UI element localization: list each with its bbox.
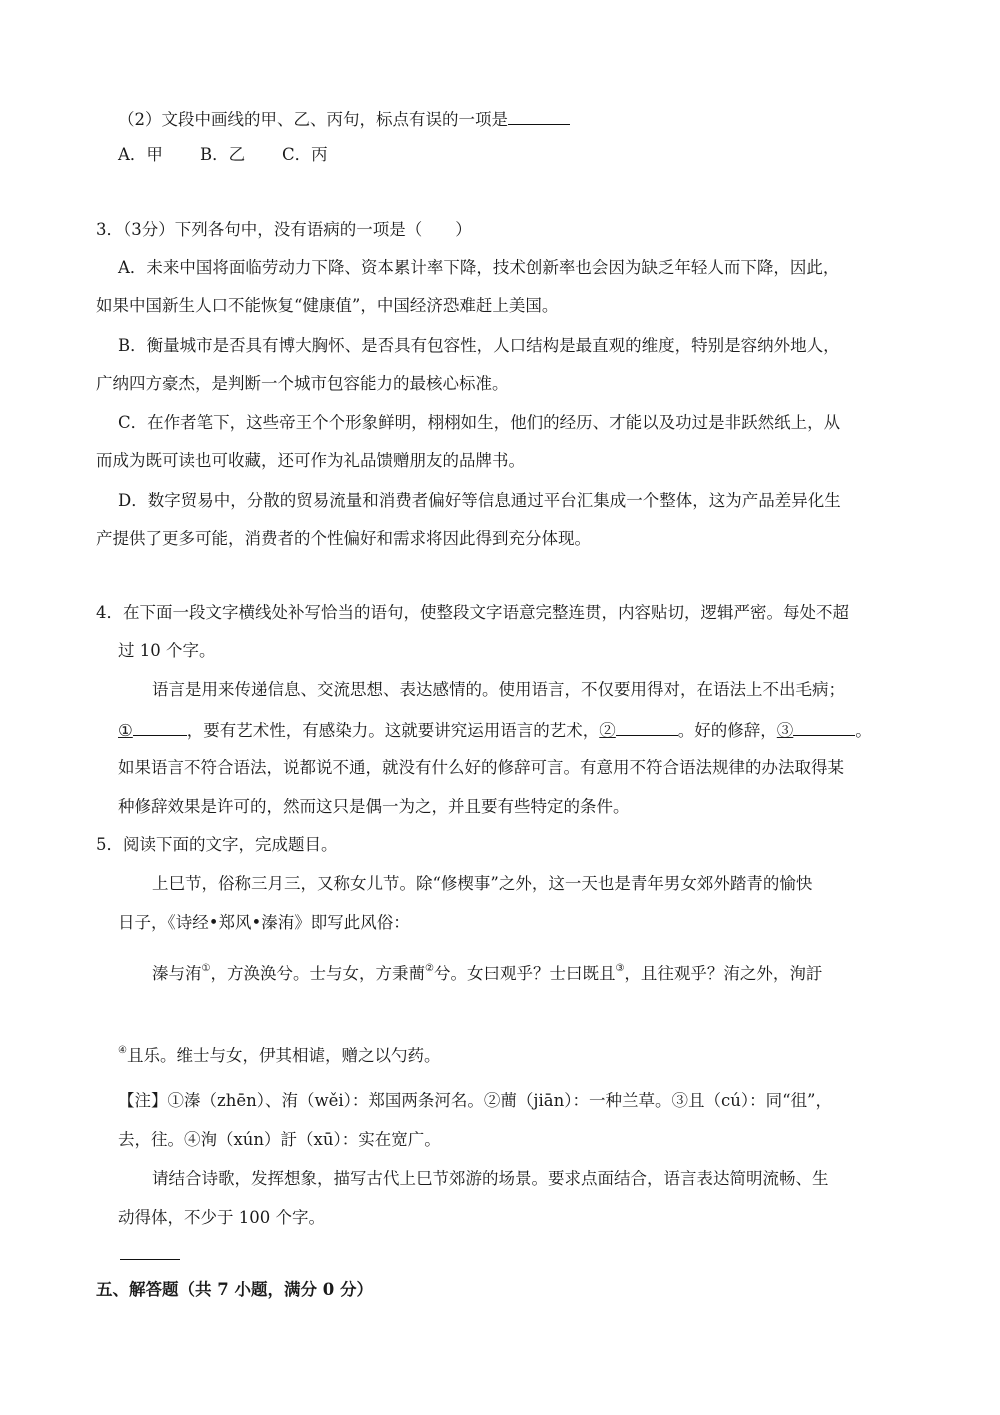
q3-option-b-line2: 广纳四方豪杰，是判断一个城市包容能力的最核心标准。: [96, 374, 509, 393]
q2-sub-options: [118, 143, 328, 167]
q4-para-line2-text-b: 。好的修辞，: [677, 721, 777, 740]
q4-stem-line2: 过 10 个字。: [118, 641, 216, 660]
q5-note-line1: 【注】①溱（zhēn）、洧（wěi）：郑国两条河名。②蕳（jiān）：一种兰草。③且（cú）：同“徂”，: [118, 1091, 832, 1110]
poem-seg-4: ，且往观乎？洧之外，洵訏: [624, 964, 823, 983]
q5-stem: 5．阅读下面的文字，完成题目。: [96, 835, 338, 854]
q5-intro-line2: 日子，《诗经•郑风•溱洧》即写此风俗：: [118, 913, 410, 932]
q2-sub-stem-line: [118, 106, 570, 132]
poem-seg-3: 兮。女曰观乎？士曰既且: [433, 964, 616, 983]
q5-task-line1: 请结合诗歌，发挥想象，描写古代上巳节郊游的场景。要求点面结合，语言表达简明流畅、生: [152, 1169, 829, 1188]
q4-para-line4: 种修辞效果是许可的，然而这只是偶一为之，并且要有些特定的条件。: [118, 797, 630, 816]
option-b: B．乙: [200, 145, 246, 164]
q3-option-d-line2: 产提供了更多可能，消费者的个性偏好和需求将因此得到充分体现。: [96, 529, 591, 548]
q4-para-line1: 语言是用来传递信息、交流思想、表达感情的。使用语言，不仅要用得对，在语法上不出毛病；: [152, 680, 845, 699]
blank-marker-2: ②: [599, 721, 616, 740]
section-5-heading: 五、解答题（共 7 小题，满分 0 分）: [96, 1280, 373, 1299]
q2-sub-stem: （2）文段中画线的甲、乙、丙句，标点有误的一项是: [118, 110, 508, 129]
q3-option-b-line1: B．衡量城市是否具有博大胸怀、是否具有包容性，人口结构是最直观的维度，特别是容纳外地人，: [118, 336, 840, 355]
footnote-ref-1: ①: [201, 963, 211, 974]
q5-intro-line1: 上巳节，俗称三月三，又称女儿节。除“修楔事”之外，这一天也是青年男女郊外踏青的愉快: [152, 874, 813, 893]
poem-seg-5: 且乐。维士与女，伊其相谑，赠之以勺药。: [126, 1046, 441, 1065]
blank-marker-3: ③: [776, 721, 794, 740]
option-c: C．丙: [282, 145, 328, 164]
answer-blank[interactable]: [508, 106, 570, 125]
poem-seg-2: ，方涣涣兮。士与女，方秉蕳: [210, 964, 425, 983]
poem-seg-1: 溱与洧: [152, 964, 202, 983]
q5-poem-line1: [152, 957, 822, 986]
answer-blank-2[interactable]: [616, 717, 678, 736]
q4-para-line2: [118, 717, 872, 743]
q3-option-c-line2: 而成为既可读也可收藏，还可作为礼品馈赠朋友的品牌书。: [96, 451, 525, 470]
blank-marker-1: ①: [118, 721, 133, 740]
q4-stem-line1: 4．在下面一段文字横线处补写恰当的语句，使整段文字语意完整连贯，内容贴切，逻辑严密。每处不超: [96, 603, 849, 622]
q5-task-line2: 动得体，不少于 100 个字。: [118, 1208, 325, 1227]
q4-para-line2-text-a: ，要有艺术性，有感染力。这就要讲究运用语言的艺术，: [186, 721, 600, 740]
q3-stem: 3．（3分）下列各句中，没有语病的一项是（ ）: [96, 220, 472, 239]
q3-option-d-line1: D．数字贸易中，分散的贸易流量和消费者偏好等信息通过平台汇集成一个整体，这为产品差异化生: [118, 491, 841, 510]
q5-answer-blank[interactable]: [120, 1259, 180, 1260]
answer-blank-3[interactable]: [793, 717, 855, 736]
q5-note-line2: 去，往。④洵（xún）訏（xū）：实在宽广。: [118, 1130, 441, 1149]
q3-option-c-line1: C．在作者笔下，这些帝王个个形象鲜明，栩栩如生，他们的经历、才能以及功过是非跃然纸上，从: [118, 413, 841, 432]
option-a: A．甲: [118, 145, 163, 164]
footnote-ref-3: ③: [615, 963, 625, 974]
q5-poem-line2: [118, 1039, 440, 1068]
footnote-ref-4: ④: [118, 1045, 127, 1056]
q3-option-a-line1: A．未来中国将面临劳动力下降、资本累计率下降，技术创新率也会因为缺乏年轻人而下降，因此，: [118, 258, 840, 277]
q3-option-a-line2: 如果中国新生人口不能恢复“健康值”，中国经济恐难赶上美国。: [96, 296, 559, 315]
q4-para-line2-text-c: 。: [855, 721, 872, 740]
footnote-ref-2: ②: [424, 963, 434, 974]
q4-para-line3: 如果语言不符合语法，说都说不通，就没有什么好的修辞可言。有意用不符合语法规律的办法取得某: [118, 758, 844, 777]
answer-blank-1[interactable]: [133, 717, 187, 736]
